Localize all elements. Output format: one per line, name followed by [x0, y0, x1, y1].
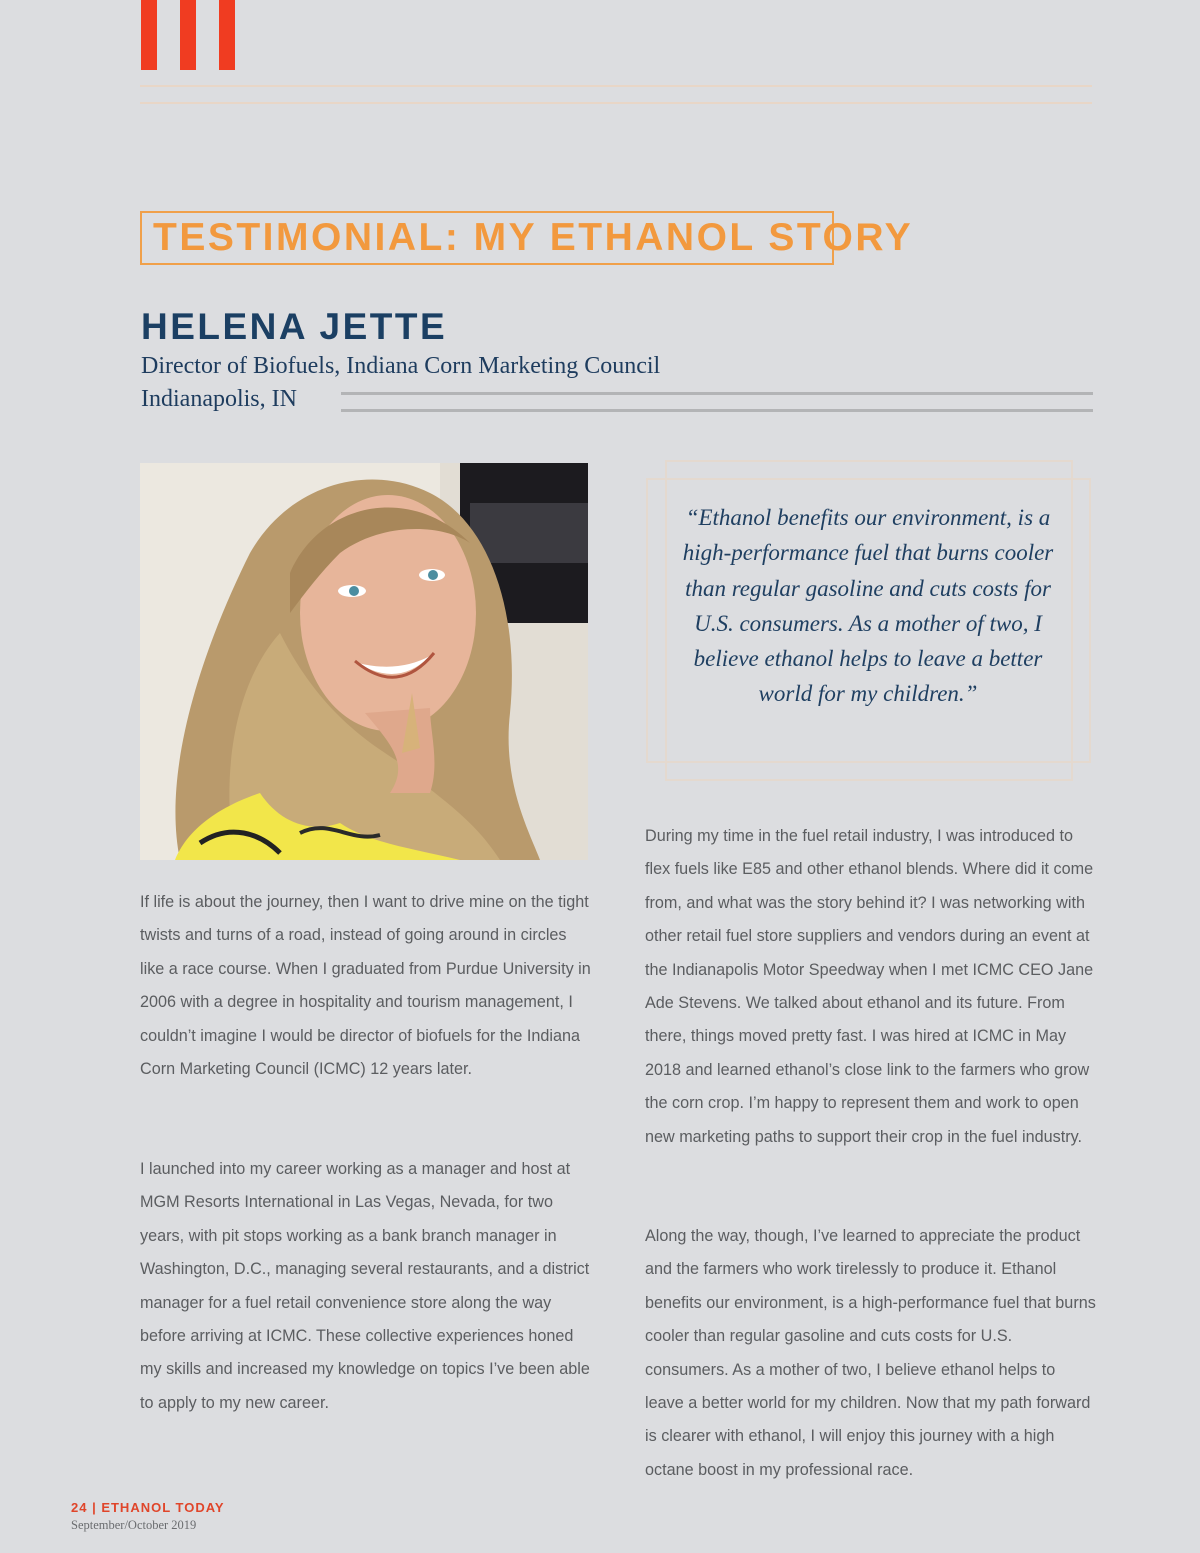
header-accent-bar [180, 0, 196, 70]
body-paragraph: If life is about the journey, then I want to drive mine on the tight twists and turns of a road, instead of going around in circles like a race course. When I graduated from Purdue University in 2006 with a degree in hospitality and tourism management, I couldn’t imagine I would be director of biofuels for the Indiana Corn Marketing Council (ICMC) 12 years later. [140, 893, 591, 1079]
header-accent-bar [219, 0, 235, 70]
section-title-box [140, 211, 914, 265]
body-paragraph: During my time in the fuel retail industry, I was introduced to flex fuels like E85 and other ethanol blends. Where did it come from, and what was the story behind it? I was networking with other retail fuel store suppliers and vendors during an event at the Indianapolis Motor Speedway when I met ICMC CEO Jane Ade Stevens. We talked about ethanol and its future. From there, things moved pretty fast. I was hired at ICMC in May 2018 and learned ethanol’s close link to the farmers who grow the corn crop. I’m happy to represent them and work to open new marketing paths to support their crop in the fuel industry. [645, 827, 1094, 1146]
person-location: Indianapolis, IN [141, 386, 297, 412]
pull-quote: “Ethanol benefits our environment, is a high-performance fuel that burns cooler than regular gasoline and cuts costs for U.S. consumers. As a mother of two, I believe ethanol helps to leave a better world for my children.” [682, 505, 1054, 707]
portrait-photo [140, 463, 588, 860]
body-paragraph: Along the way, though, I’ve learned to appreciate the product and the farmers who work tirelessly to produce it. Ethanol benefits our environment, is a high-performance fuel that burns cooler than regular gasoline and cuts costs for U.S. consumers. As a mother of two, I believe ethanol helps to leave a better world for my children. Now that my path forward is clearer with ethanol, I will enjoy this journey with a high octane boost in my professional race. [645, 1227, 1096, 1479]
section-title: TESTIMONIAL: MY ETHANOL STORY [153, 216, 914, 259]
person-name: HELENA JETTE [141, 306, 448, 347]
header-accent-bar [141, 0, 157, 70]
header-rule [140, 102, 1092, 104]
issue-date: September/October 2019 [71, 1518, 197, 1532]
divider-rule [341, 392, 1093, 395]
page-number-label: 24 | ETHANOL TODAY [71, 1500, 225, 1515]
header-rule [140, 85, 1092, 87]
divider-rule [341, 409, 1093, 412]
person-role: Director of Biofuels, Indiana Corn Marketing Council [141, 353, 661, 379]
body-paragraph: I launched into my career working as a manager and host at MGM Resorts International in Las Vegas, Nevada, for two years, with pit stops working as a bank branch manager in Washington, D.C., managing several restaurants, and a district manager for a fuel retail convenience store along the way before arriving at ICMC. These collective experiences honed my skills and increased my knowledge on topics I’ve been able to apply to my new career. [140, 1160, 590, 1412]
